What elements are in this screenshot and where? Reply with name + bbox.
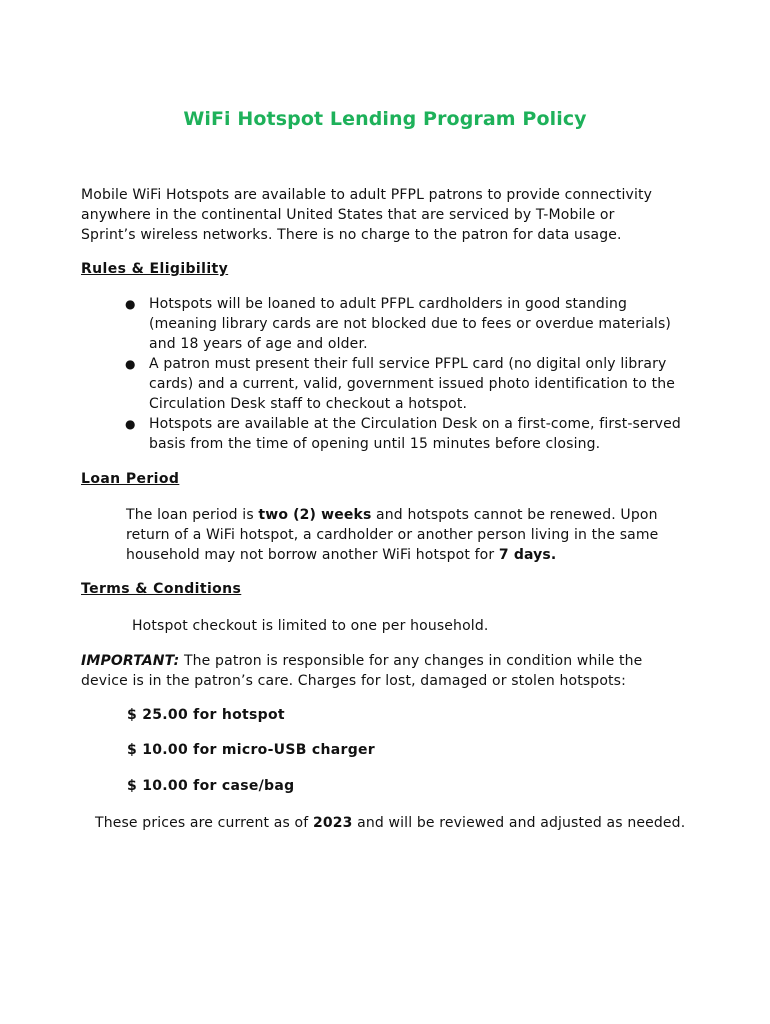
loan-text-2: and hotspots cannot be renewed. Upon return of a WiFi hotspot, a cardholder or another person living in the same household may not borrow another WiFi hotspot for bbox=[126, 507, 659, 563]
footer-year: 2023 bbox=[312, 815, 353, 831]
important-paragraph bbox=[81, 651, 656, 691]
bullet-icon: ● bbox=[125, 297, 136, 311]
loan-duration: two (2) weeks bbox=[258, 507, 372, 523]
bullet-icon: ● bbox=[125, 357, 136, 371]
rule-text: A patron must present their full service PFPL card (no digital only library cards) and a current, valid, government issued photo identification to the Circulation Desk staff to checkout a hotspot. bbox=[149, 356, 676, 412]
list-item bbox=[125, 354, 685, 414]
rules-list bbox=[125, 294, 685, 454]
loan-text-1: The loan period is bbox=[126, 507, 259, 523]
rules-heading: Rules & Eligibility bbox=[81, 261, 229, 277]
loan-wait-period: 7 days. bbox=[498, 547, 557, 563]
price-charger: $ 10.00 for micro-USB charger bbox=[127, 742, 376, 758]
intro-paragraph: Mobile WiFi Hotspots are available to adult PFPL patrons to provide connectivity anywhere in the continental United States that are serviced by T-Mobile or Sprint’s wireless networks. There is no charge to the patron for data usage. bbox=[81, 187, 653, 243]
footer-text-2: and will be reviewed and adjusted as needed. bbox=[352, 815, 686, 831]
footer-text-1: These prices are current as of bbox=[95, 815, 313, 831]
rule-text: Hotspots are available at the Circulation Desk on a first-come, first-served basis from the time of opening until 15 minutes before closing. bbox=[149, 416, 681, 452]
checkout-limit: Hotspot checkout is limited to one per household. bbox=[132, 618, 489, 634]
prices-footer bbox=[95, 813, 715, 833]
list-item bbox=[125, 414, 685, 454]
important-text: The patron is responsible for any changes in condition while the device is in the patron’s care. Charges for lost, damaged or stolen hotspots: bbox=[81, 653, 643, 689]
rule-text: Hotspots will be loaned to adult PFPL cardholders in good standing (meaning library cards are not blocked due to fees or overdue materials) and 18 years of age and older. bbox=[149, 296, 672, 352]
document-title: WiFi Hotspot Lending Program Policy bbox=[183, 108, 587, 130]
important-label: IMPORTANT: bbox=[81, 653, 180, 669]
loan-paragraph bbox=[126, 505, 666, 565]
terms-heading: Terms & Conditions bbox=[81, 581, 242, 597]
price-hotspot: $ 25.00 for hotspot bbox=[127, 707, 285, 723]
price-case: $ 10.00 for case/bag bbox=[127, 778, 295, 794]
bullet-icon: ● bbox=[125, 417, 136, 431]
list-item bbox=[125, 294, 685, 354]
loan-heading: Loan Period bbox=[81, 471, 180, 487]
